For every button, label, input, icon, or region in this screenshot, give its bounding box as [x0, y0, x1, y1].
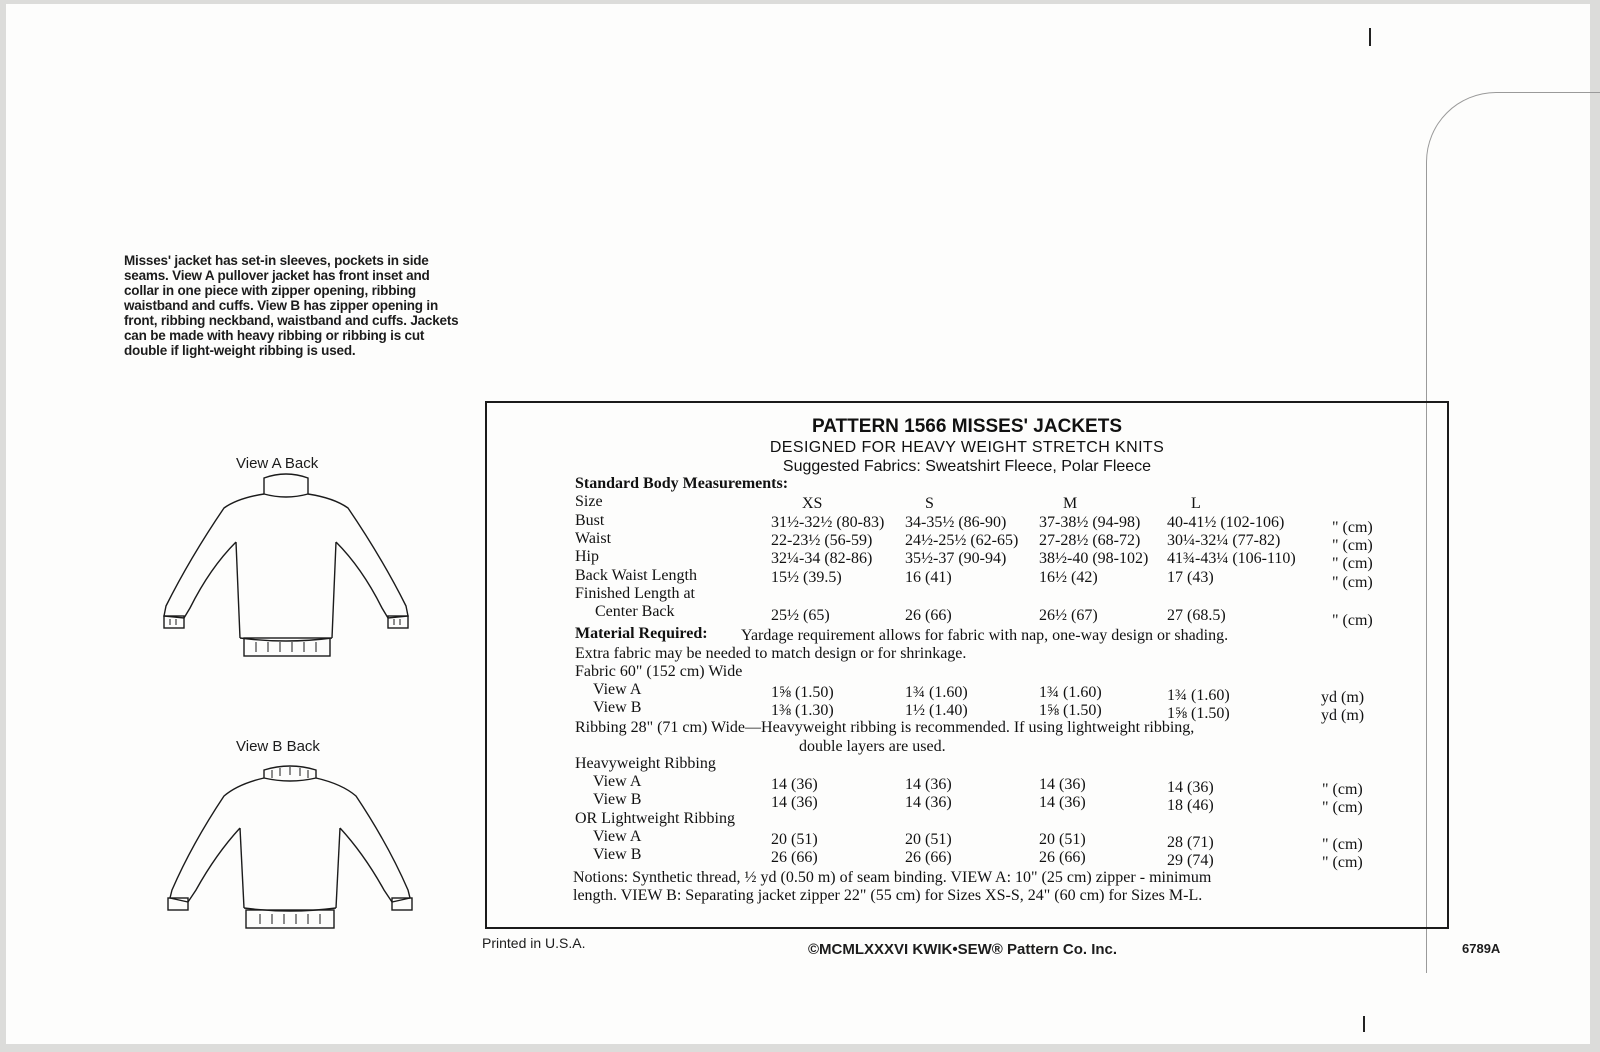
pattern-title: PATTERN 1566 MISSES' JACKETS: [811, 416, 1122, 437]
cell: 1¾ (1.60): [1039, 684, 1102, 701]
size-s: S: [925, 495, 934, 512]
cell: 20 (51): [771, 831, 818, 848]
measurements-heading: Standard Body Measurements:: [575, 475, 789, 492]
cell: 20 (51): [1039, 831, 1086, 848]
notions-text: length. VIEW B: Separating jacket zipper 22" (55 cm) for Sizes XS-S, 24" (60 cm) for Sizes M-L.: [573, 887, 1203, 904]
unit: " (cm): [1332, 519, 1373, 536]
cell: 14 (36): [1039, 794, 1086, 811]
row-label: Hip: [575, 548, 599, 565]
cell: 34-35½ (86-90): [905, 514, 1007, 531]
unit: " (cm): [1332, 574, 1373, 591]
cell: 22-23½ (56-59): [771, 532, 873, 549]
material-heading: Material Required:: [575, 625, 708, 642]
row-label: View B: [593, 791, 642, 808]
cell: 41¾-43¼ (106-110): [1167, 550, 1296, 567]
cell: 30¼-32¼ (77-82): [1167, 532, 1281, 549]
cell: 1¾ (1.60): [1167, 687, 1230, 704]
cell: 26 (66): [905, 607, 952, 624]
suggested-fabrics: Suggested Fabrics: Sweatshirt Fleece, Polar Fleece: [782, 458, 1152, 475]
cell: 17 (43): [1167, 569, 1214, 586]
unit: " (cm): [1332, 537, 1373, 554]
row-label: Waist: [575, 530, 612, 547]
cell: 14 (36): [905, 794, 952, 811]
cell: 14 (36): [771, 776, 818, 793]
unit: " (cm): [1332, 555, 1373, 572]
cell: 31½-32½ (80-83): [771, 514, 885, 531]
cell: 26 (66): [771, 849, 818, 866]
unit: " (cm): [1332, 612, 1373, 629]
cell: 28 (71): [1167, 834, 1214, 851]
cell: 29 (74): [1167, 852, 1214, 869]
pattern-code: 6789A: [1462, 941, 1501, 956]
cell: 27 (68.5): [1167, 607, 1226, 624]
cell: 27-28½ (68-72): [1039, 532, 1141, 549]
row-label: View B: [593, 699, 642, 716]
cell: 18 (46): [1167, 797, 1214, 814]
cell: 26½ (67): [1039, 607, 1098, 624]
cell: 40-41½ (102-106): [1167, 514, 1285, 531]
material-text: Extra fabric may be needed to match design or for shrinkage.: [575, 645, 967, 662]
cell: 32¼-34 (82-86): [771, 550, 873, 567]
cell: 1¾ (1.60): [905, 684, 968, 701]
copyright: ©MCMLXXXVI KWIK•SEW® Pattern Co. Inc.: [808, 941, 1118, 958]
heavy-ribbing-label: Heavyweight Ribbing: [575, 755, 716, 772]
cell: 14 (36): [905, 776, 952, 793]
ribbing-text: Ribbing 28" (71 cm) Wide—Heavyweight ribbing is recommended. If using lightweight ribbing,: [575, 719, 1195, 736]
pattern-info-box: [485, 401, 1449, 929]
cell: 24½-25½ (62-65): [905, 532, 1019, 549]
cell: 14 (36): [771, 794, 818, 811]
size-xs: XS: [802, 495, 823, 512]
unit: " (cm): [1322, 799, 1363, 816]
unit: " (cm): [1322, 781, 1363, 798]
size-l: L: [1191, 495, 1201, 512]
notions-text: Notions: Synthetic thread, ½ yd (0.50 m) of seam binding. VIEW A: 10" (25 cm) zipper - minimum: [573, 869, 1212, 886]
printed-in: Printed in U.S.A.: [482, 935, 586, 951]
row-label: Back Waist Length: [575, 567, 697, 584]
cell: 38½-40 (98-102): [1039, 550, 1149, 567]
cell: 16 (41): [905, 569, 952, 586]
unit: " (cm): [1322, 836, 1363, 853]
crop-mark: [1363, 1016, 1365, 1032]
pattern-subtitle: DESIGNED FOR HEAVY WEIGHT STRETCH KNITS: [769, 439, 1165, 456]
ribbing-text: double layers are used.: [799, 738, 946, 755]
unit: " (cm): [1322, 854, 1363, 871]
cell: 1½ (1.40): [905, 702, 968, 719]
view-a-back-sketch: [160, 468, 420, 664]
cell: 26 (66): [1039, 849, 1086, 866]
cell: 1⅝ (1.50): [1167, 705, 1230, 722]
cell: 37-38½ (94-98): [1039, 514, 1141, 531]
material-text: Yardage requirement allows for fabric with nap, one-way design or shading.: [741, 627, 1229, 644]
finished-label: Finished Length at: [575, 585, 695, 602]
cell: 14 (36): [1167, 779, 1214, 796]
cell: 1⅝ (1.50): [1039, 702, 1102, 719]
cell: 15½ (39.5): [771, 569, 842, 586]
size-m: M: [1063, 495, 1078, 512]
fabric-label: Fabric 60" (152 cm) Wide: [575, 663, 743, 680]
row-label: View A: [593, 773, 642, 790]
row-label: Bust: [575, 512, 605, 529]
unit: yd (m): [1321, 689, 1365, 706]
row-label: View A: [593, 828, 642, 845]
pattern-description: Misses' jacket has set-in sleeves, pockets in side seams. View A pullover jacket has front inset and collar in one piece with zipper opening, ribbing waistband and cuffs. View B has zipper opening in front, ribbing neckband, waistband and cuffs. Jackets can be made with heavy ribbing or ribbing is cut double if light-weight ribbing is used.: [124, 253, 459, 358]
row-label: View B: [593, 846, 642, 863]
cell: 20 (51): [905, 831, 952, 848]
row-label: View A: [593, 681, 642, 698]
crop-mark: [1369, 28, 1371, 46]
finished-label: Center Back: [595, 603, 675, 620]
view-b-back-sketch: [164, 758, 424, 938]
cell: 26 (66): [905, 849, 952, 866]
cell: 25½ (65): [771, 607, 830, 624]
unit: yd (m): [1321, 707, 1365, 724]
cell: 14 (36): [1039, 776, 1086, 793]
cell: 1⅜ (1.30): [771, 702, 834, 719]
light-ribbing-label: OR Lightweight Ribbing: [575, 810, 735, 827]
view-a-label: View A Back: [236, 455, 319, 472]
cell: 16½ (42): [1039, 569, 1098, 586]
cell: 1⅝ (1.50): [771, 684, 834, 701]
cell: 35½-37 (90-94): [905, 550, 1007, 567]
size-label: Size: [575, 493, 603, 510]
view-b-label: View B Back: [236, 738, 320, 755]
envelope-flap-edge: [1426, 92, 1600, 973]
